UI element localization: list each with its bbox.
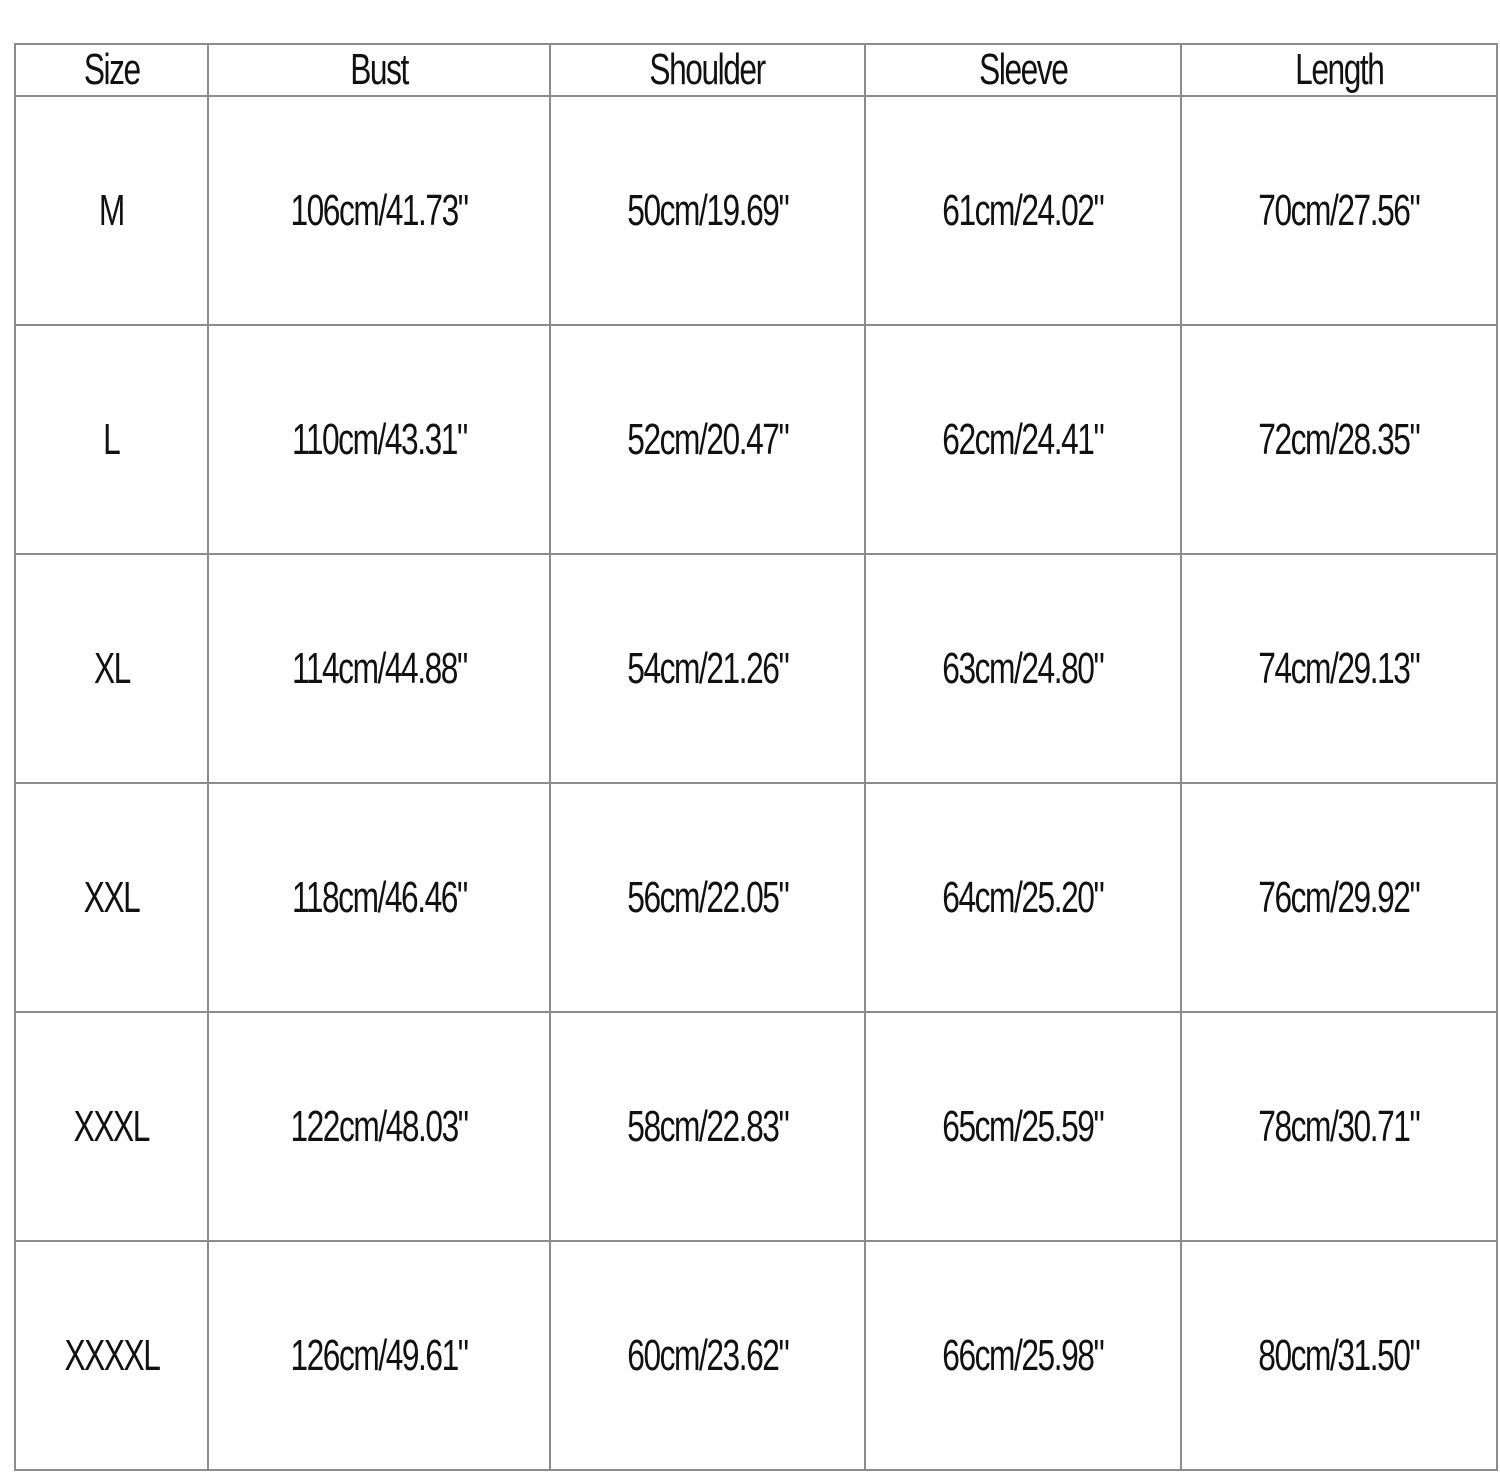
cell-sleeve: 61cm/24.02" [865,96,1181,325]
table-row [15,96,1497,325]
cell-shoulder: 56cm/22.05" [550,783,865,1012]
cell-size: XXXL [15,1012,208,1241]
cell-sleeve: 66cm/25.98" [865,1241,1181,1470]
header-length: Length [1181,44,1497,96]
cell-length: 70cm/27.56" [1181,96,1497,325]
header-sleeve: Sleeve [865,44,1181,96]
cell-size: XL [15,554,208,783]
cell-length: 76cm/29.92" [1181,783,1497,1012]
cell-shoulder: 54cm/21.26" [550,554,865,783]
cell-shoulder: 50cm/19.69" [550,96,865,325]
table-row [15,325,1497,554]
cell-sleeve: 63cm/24.80" [865,554,1181,783]
cell-size: XXXXL [15,1241,208,1470]
table-row [15,554,1497,783]
cell-size: XXL [15,783,208,1012]
table-row [15,1241,1497,1470]
cell-shoulder: 60cm/23.62" [550,1241,865,1470]
cell-shoulder: 52cm/20.47" [550,325,865,554]
header-size: Size [15,44,208,96]
cell-length: 72cm/28.35" [1181,325,1497,554]
cell-sleeve: 62cm/24.41" [865,325,1181,554]
cell-size: M [15,96,208,325]
cell-bust: 110cm/43.31" [208,325,550,554]
table-row [15,783,1497,1012]
cell-size: L [15,325,208,554]
header-bust: Bust [208,44,550,96]
cell-sleeve: 65cm/25.59" [865,1012,1181,1241]
cell-bust: 106cm/41.73" [208,96,550,325]
cell-length: 74cm/29.13" [1181,554,1497,783]
cell-bust: 118cm/46.46" [208,783,550,1012]
cell-shoulder: 58cm/22.83" [550,1012,865,1241]
cell-length: 80cm/31.50" [1181,1241,1497,1470]
cell-bust: 114cm/44.88" [208,554,550,783]
cell-bust: 122cm/48.03" [208,1012,550,1241]
header-row [15,44,1497,96]
cell-length: 78cm/30.71" [1181,1012,1497,1241]
cell-sleeve: 64cm/25.20" [865,783,1181,1012]
header-shoulder: Shoulder [550,44,865,96]
size-chart-table [14,43,1498,1471]
table-row [15,1012,1497,1241]
cell-bust: 126cm/49.61" [208,1241,550,1470]
